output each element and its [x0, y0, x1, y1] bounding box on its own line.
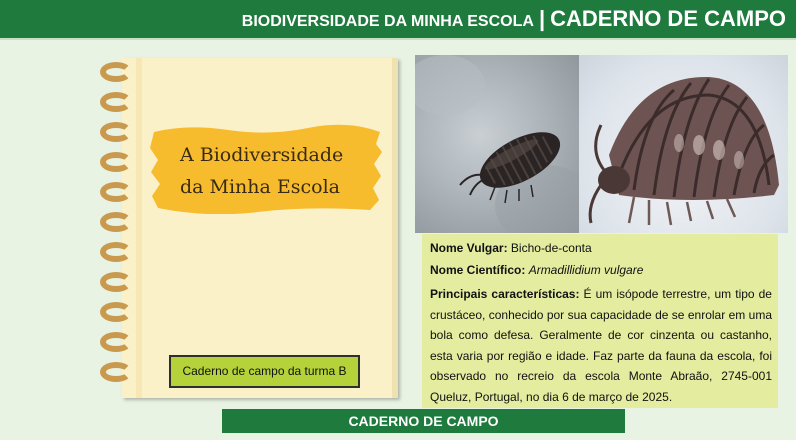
spiral-ring — [100, 92, 132, 112]
woodlouse-photo-2 — [579, 55, 788, 233]
spiral-ring — [100, 152, 132, 172]
notebook-cover — [122, 58, 398, 398]
characteristics-row — [430, 284, 772, 407]
spiral-ring — [100, 242, 132, 262]
spiral-ring — [100, 302, 132, 322]
notebook-binding-strip — [136, 58, 142, 398]
characteristics-text: É um isópode terrestre, um tipo de crustáceo, conhecido por sua capacidade de se enrolar em uma bola como defesa. Geralmente de cor cinzenta ou castanho, esta varia por região e idade. Faz parte da fauna da escola, foi observado no recreio da escola Monte Abraão, 2745-001 Queluz, Portugal, no dia 6 de março de 2025. — [430, 287, 772, 404]
species-info-panel — [422, 234, 778, 408]
header-bar — [0, 0, 796, 40]
header-left-title: BIODIVERSIDADE DA MINHA ESCOLA — [241, 13, 534, 30]
footer-banner: CADERNO DE CAMPO — [222, 409, 625, 433]
spiral-ring — [100, 332, 132, 352]
scientific-name-label: Nome Científico: — [430, 263, 526, 277]
common-name-row — [430, 240, 772, 256]
woodlouse-photo-1 — [415, 55, 579, 233]
notebook-title-line1: A Biodiversidade — [180, 144, 344, 166]
notebook-page-edge — [392, 58, 398, 398]
class-notebook-label: Caderno de campo da turma B — [169, 355, 360, 388]
spiral-ring — [100, 272, 132, 292]
header-separator: | — [538, 6, 546, 31]
spiral-ring — [100, 362, 132, 382]
header-title — [242, 6, 786, 32]
spiral-ring — [100, 122, 132, 142]
scientific-name-value: Armadillidium vulgare — [528, 263, 644, 277]
spiral-ring — [100, 212, 132, 232]
scientific-name-row — [430, 262, 772, 278]
notebook-title-line2: da Minha Escola — [180, 176, 341, 198]
common-name-value: Bicho-de-conta — [510, 241, 592, 255]
common-name-label: Nome Vulgar: — [430, 241, 508, 255]
woodlouse-photo-1-image — [415, 55, 579, 233]
spiral-ring — [100, 182, 132, 202]
header-right-title: CADERNO DE CAMPO — [550, 6, 786, 31]
characteristics-label: Principais características: — [430, 287, 580, 301]
notebook-title — [180, 139, 380, 203]
woodlouse-photo-2-image — [579, 55, 788, 233]
spiral-ring — [100, 62, 132, 82]
